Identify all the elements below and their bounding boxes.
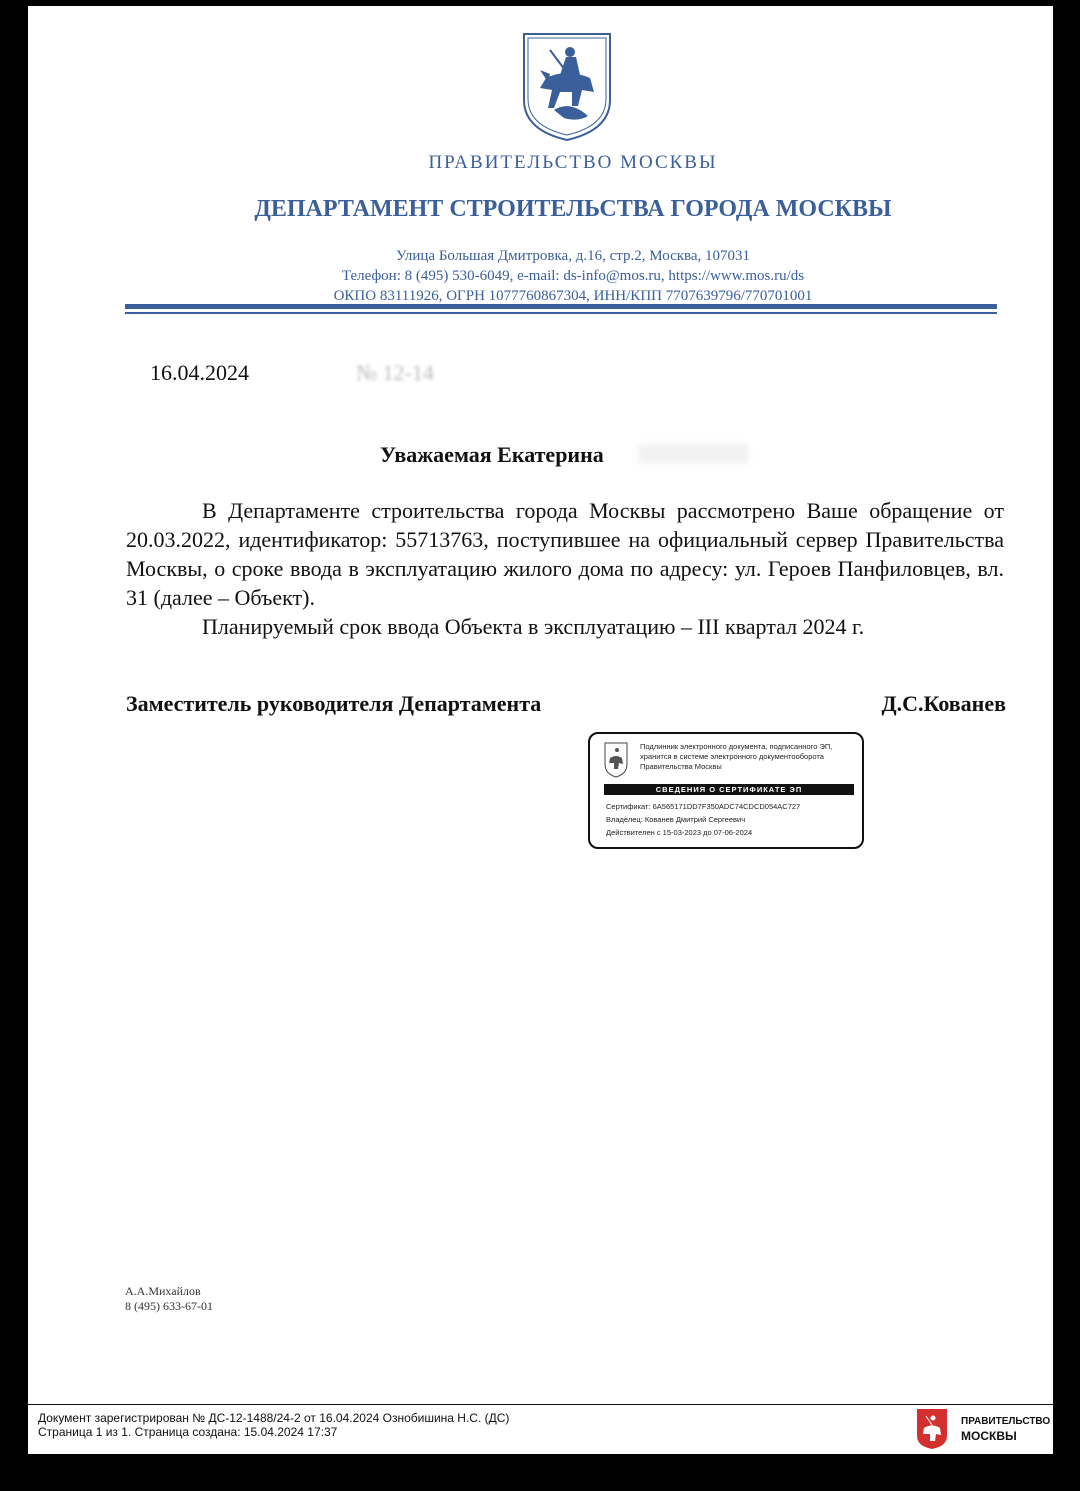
stamp-owner: Владелец: Кованев Дмитрий Сергеевич (606, 815, 746, 824)
department-registry: ОКПО 83111926, ОГРН 1077760867304, ИНН/КПП 7707639796/770701001 (333, 288, 813, 304)
government-title: ПРАВИТЕЛЬСТВО МОСКВЫ (428, 152, 718, 173)
letter-greeting: Уважаемая Екатерина (380, 442, 604, 467)
letter-paragraph: Планируемый срок ввода Объекта в эксплуатацию – III квартал 2024 г. (202, 614, 865, 639)
document-page (28, 6, 1053, 1454)
executor-phone: 8 (495) 633-67-01 (125, 1299, 213, 1313)
header-divider-thick (125, 304, 997, 309)
department-address: Улица Большая Дмитровка, д.16, стр.2, Москва, 107031 (395, 248, 751, 264)
department-contacts: Телефон: 8 (495) 530-6049, e-mail: ds-info@mos.ru, https://www.mos.ru/ds (341, 268, 805, 284)
footer-brand-bottom: МОСКВЫ (961, 1429, 1017, 1443)
moscow-coat-of-arms-icon (520, 30, 614, 142)
header-divider-thin (125, 312, 997, 314)
stamp-note: Подлинник электронного документа, подписанного ЭП, хранится в системе электронного документооборота Правительства Москвы (640, 742, 833, 771)
footer-line: Страница 1 из 1. Страница создана: 15.04.2024 17:37 (38, 1425, 338, 1439)
footer-brand (961, 1414, 1050, 1444)
executor-info (125, 1284, 213, 1314)
letter-body (126, 496, 1004, 641)
signer-name: Д.С.Кованев (881, 691, 1006, 716)
stamp-cert-header: СВЕДЕНИЯ О СЕРТИФИКАТЕ ЭП (604, 784, 854, 795)
department-title: ДЕПАРТАМЕНТ СТРОИТЕЛЬСТВА ГОРОДА МОСКВЫ (254, 196, 892, 222)
stamp-certificate: Сертификат: 6A565171DD7F350ADC74CDCD054AC727 (606, 802, 801, 811)
executor-name: А.А.Михайлов (125, 1284, 201, 1298)
moscow-government-logo-icon (916, 1408, 948, 1450)
signer-title: Заместитель руководителя Департамента (126, 691, 542, 716)
footer-divider (28, 1404, 1053, 1405)
footer-line: Документ зарегистрирован № ДС-12-1488/24-2 от 16.04.2024 Ознобишина Н.С. (ДС) (38, 1411, 510, 1425)
redacted-surname (638, 444, 748, 464)
stamp-coat-of-arms-icon (604, 742, 628, 778)
stamp-validity: Действителен с 15-03-2023 до 07-06-2024 (606, 828, 753, 837)
footer-registration (38, 1411, 509, 1439)
e-signature-stamp (588, 732, 864, 849)
letter-reg-number-obscured: № 12-14 (356, 360, 434, 385)
letter-paragraph: В Департаменте строительства города Москвы рассмотрено Ваше обращение от 20.03.2022, идентификатор: 55713763, поступившее на официальный сервер Правительства Москвы, о сроке ввода в эксплуатацию жилого дома по адресу: ул. Героев Панфиловцев, вл. 31 (далее – Объект). (126, 498, 1004, 610)
footer-brand-top: ПРАВИТЕЛЬСТВО (961, 1416, 1051, 1427)
letter-date: 16.04.2024 (150, 360, 249, 385)
